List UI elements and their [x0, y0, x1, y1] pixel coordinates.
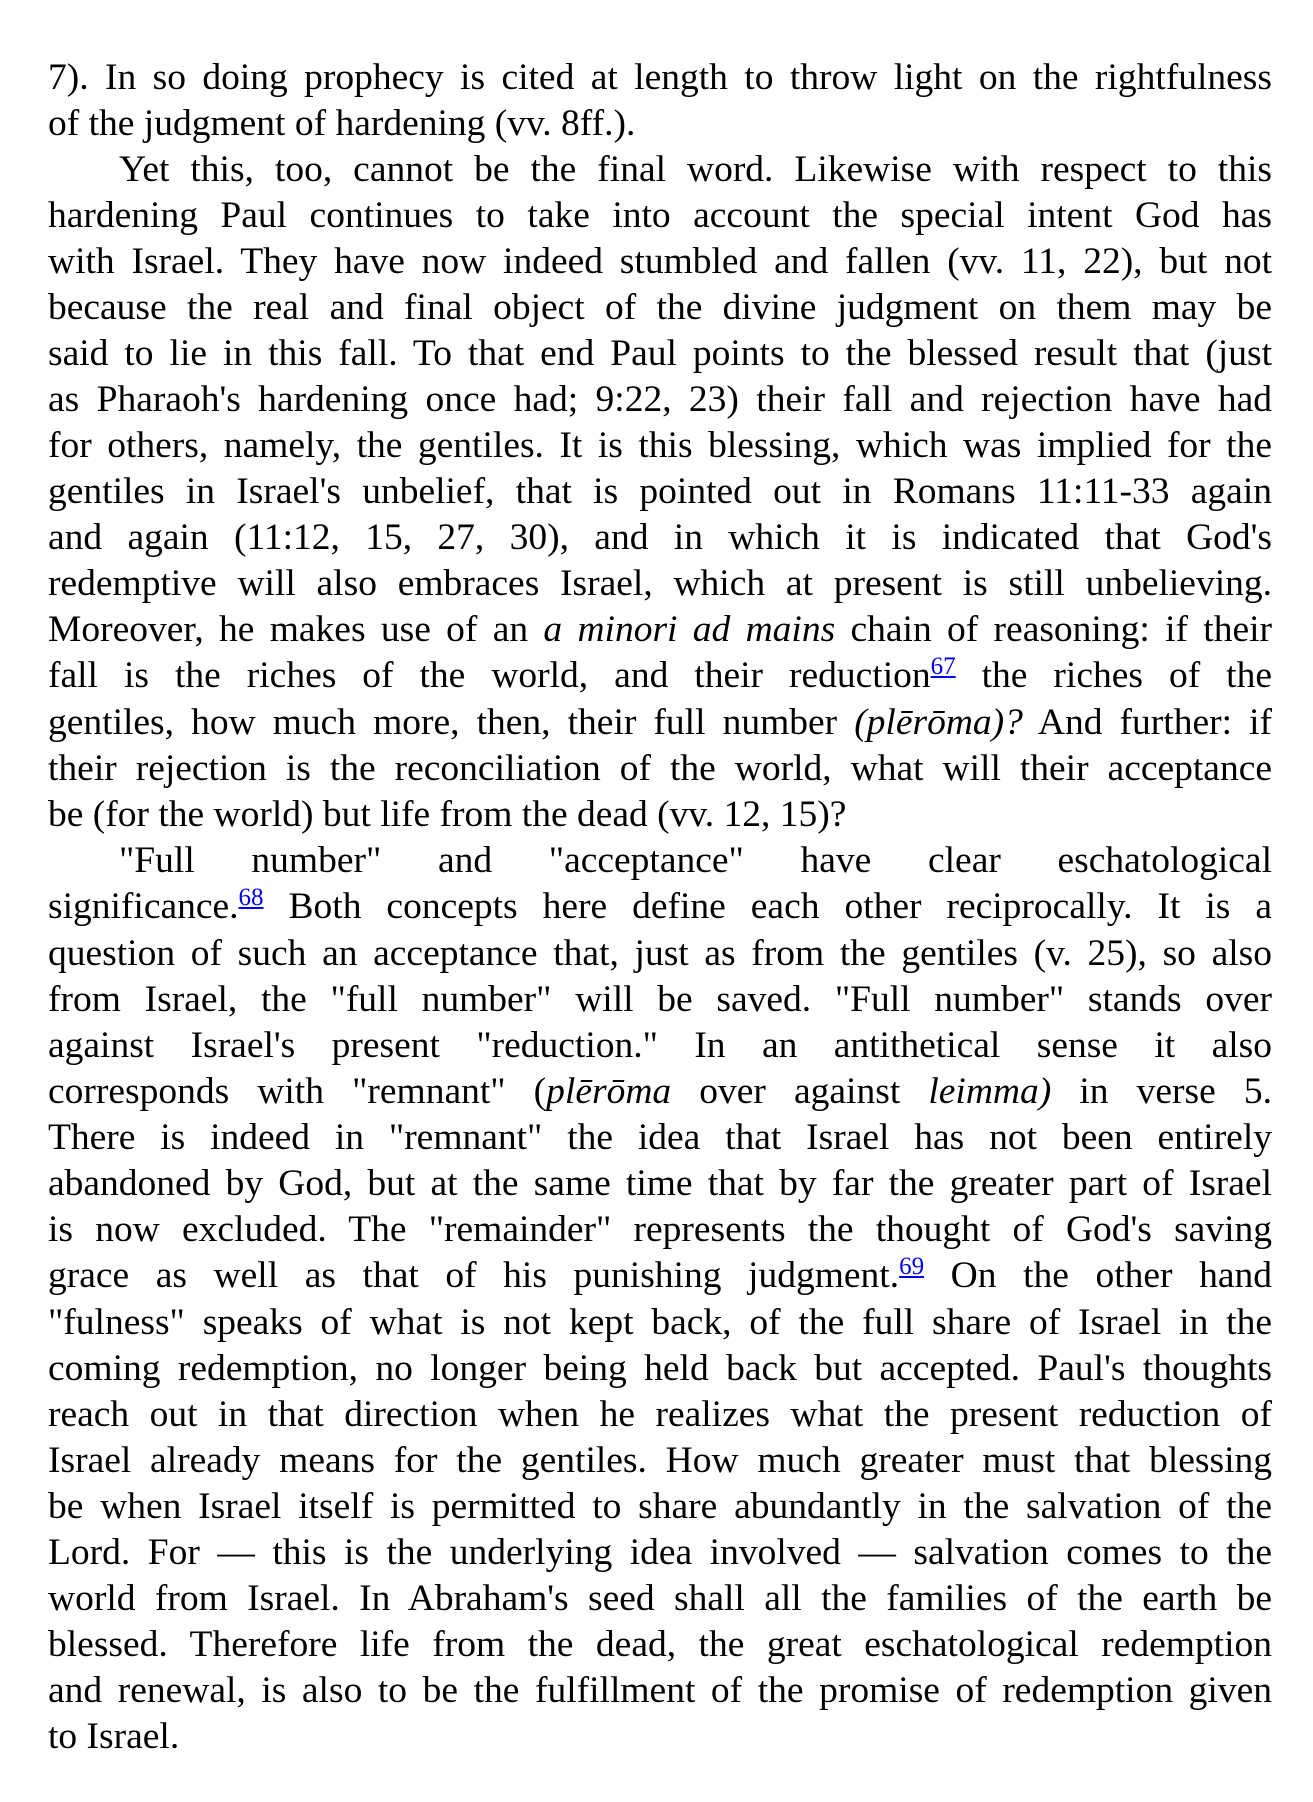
text-line [48, 239, 1272, 285]
text-line [48, 838, 1272, 884]
text-segment: to Israel. [48, 1716, 180, 1757]
text-line [48, 653, 1272, 700]
text-line [48, 1530, 1272, 1576]
text-line [48, 1484, 1272, 1530]
text-segment: be (for the world) but life from the dead (vv. 12, 15)? [48, 794, 847, 835]
text-segment: gentiles in Israel's unbelief, that is pointed out in Romans 11:11-33 again [48, 471, 1272, 512]
text-segment: and again (11:12, 15, 27, 30), and in which it is indicated that God's [48, 517, 1272, 558]
text-segment: their rejection is the reconciliation of the world, what will their acceptance [48, 748, 1272, 789]
text-line [48, 1392, 1272, 1438]
text-line [48, 1161, 1272, 1207]
text-line [48, 331, 1272, 377]
text-segment: for others, namely, the gentiles. It is this blessing, which was implied for the [48, 425, 1272, 466]
text-segment: Lord. For — this is the underlying idea involved — salvation comes to the [48, 1532, 1272, 1573]
italic-text: (plērōma)? [854, 702, 1023, 743]
text-segment: corresponds with "remnant" ( [48, 1071, 547, 1112]
text-line [48, 1023, 1272, 1069]
text-line [48, 792, 1272, 838]
text-line [48, 977, 1272, 1023]
text-segment: from Israel, the "full number" will be saved. "Full number" stands over [48, 979, 1272, 1020]
italic-text: leimma) [928, 1071, 1052, 1112]
text-segment: over against [671, 1071, 929, 1112]
text-segment: Moreover, he makes use of an [48, 609, 544, 650]
text-segment: with Israel. They have now indeed stumbled and fallen (vv. 11, 22), but not [48, 241, 1272, 282]
text-line [48, 1438, 1272, 1484]
text-line [48, 1346, 1272, 1392]
text-line [48, 1714, 1272, 1760]
text-line [48, 884, 1272, 931]
text-line [48, 700, 1272, 746]
text-segment: And further: if [1022, 702, 1272, 743]
text-segment: of the judgment of hardening (vv. 8ff.). [48, 103, 636, 144]
text-line [48, 423, 1272, 469]
text-segment: and renewal, is also to be the fulfillment of the promise of redemption given [48, 1670, 1272, 1711]
text-segment: There is indeed in "remnant" the idea that Israel has not been entirely [48, 1117, 1272, 1158]
text-line [48, 1253, 1272, 1300]
text-segment: "fulness" speaks of what is not kept back, of the full share of Israel in the [48, 1302, 1272, 1343]
text-segment: reach out in that direction when he realizes what the present reduction of [48, 1394, 1272, 1435]
text-segment: said to lie in this fall. To that end Paul points to the blessed result that (just [48, 333, 1272, 374]
text-line [48, 1668, 1272, 1714]
text-line [48, 561, 1272, 607]
text-segment: hardening Paul continues to take into account the special intent God has [48, 195, 1272, 236]
text-line [48, 1300, 1272, 1346]
text-line [48, 1207, 1272, 1253]
text-segment: abandoned by God, but at the same time that by far the greater part of Israel [48, 1163, 1272, 1204]
document-text-body [48, 55, 1272, 1760]
text-segment: fall is the riches of the world, and their reduction [48, 655, 931, 696]
text-line [48, 1069, 1272, 1115]
text-segment: significance. [48, 886, 239, 927]
italic-text: plērōma [546, 1071, 672, 1112]
text-segment: as Pharaoh's hardening once had; 9:22, 23) their fall and rejection have had [48, 379, 1272, 420]
text-line [48, 515, 1272, 561]
text-segment: blessed. Therefore life from the dead, the great eschatological redemption [48, 1624, 1272, 1665]
text-segment: coming redemption, no longer being held back but accepted. Paul's thoughts [48, 1348, 1272, 1389]
footnote-link[interactable]: 67 [930, 653, 956, 680]
text-line [48, 285, 1272, 331]
text-segment: because the real and final object of the divine judgment on them may be [48, 287, 1272, 328]
text-segment: grace as well as that of his punishing judgment. [48, 1255, 900, 1296]
text-segment: is now excluded. The "remainder" represents the thought of God's saving [48, 1209, 1272, 1250]
text-segment: 7). In so doing prophecy is cited at length to throw light on the rightfulness [48, 57, 1272, 98]
text-line [48, 55, 1272, 101]
text-line [48, 1622, 1272, 1668]
text-segment: On the other hand [924, 1255, 1273, 1296]
footnote-link[interactable]: 69 [899, 1253, 925, 1280]
text-segment: in verse 5. [1051, 1071, 1272, 1112]
footnote-link[interactable]: 68 [238, 884, 264, 911]
text-segment: world from Israel. In Abraham's seed shall all the families of the earth be [48, 1578, 1272, 1619]
text-line [48, 377, 1272, 423]
text-segment: "Full number" and "acceptance" have clear eschatological [119, 840, 1272, 881]
text-segment: Both concepts here define each other reciprocally. It is a [263, 886, 1272, 927]
text-segment: the riches of the [955, 655, 1272, 696]
text-segment: Israel already means for the gentiles. How much greater must that blessing [48, 1440, 1272, 1481]
text-line [48, 1576, 1272, 1622]
text-line [48, 931, 1272, 977]
text-segment: gentiles, how much more, then, their full number [48, 702, 855, 743]
text-line [48, 101, 1272, 147]
italic-text: a minori ad mains [543, 609, 836, 650]
text-segment: redemptive will also embraces Israel, which at present is still unbelieving. [48, 563, 1272, 604]
text-line [48, 607, 1272, 653]
text-segment: question of such an acceptance that, just as from the gentiles (v. 25), so also [48, 933, 1272, 974]
text-line [48, 147, 1272, 193]
text-segment: be when Israel itself is permitted to share abundantly in the salvation of the [48, 1486, 1272, 1527]
text-line [48, 469, 1272, 515]
text-segment: chain of reasoning: if their [835, 609, 1273, 650]
text-segment: against Israel's present "reduction." In an antithetical sense it also [48, 1025, 1272, 1066]
text-segment: Yet this, too, cannot be the final word. Likewise with respect to this [119, 149, 1272, 190]
text-line [48, 193, 1272, 239]
text-line [48, 746, 1272, 792]
text-line [48, 1115, 1272, 1161]
